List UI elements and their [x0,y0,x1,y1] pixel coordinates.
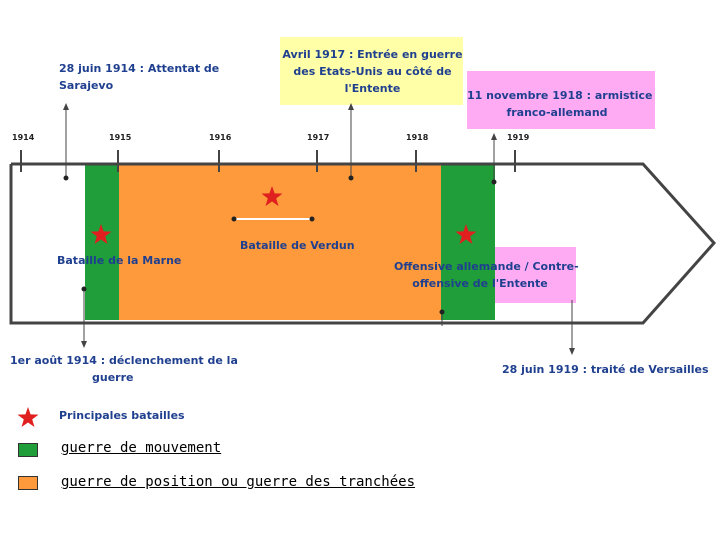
usa-entry-line-1: Avril 1917 : Entrée en guerre [282,48,463,61]
usa-entry-annotation [280,46,465,97]
offensive-line-2: offensive de l'Entente [412,277,548,290]
sarajevo-dot [64,176,69,181]
offensive-label [394,258,579,292]
armistice-annotation [467,87,653,121]
outbreak-line-1: 1er août 1914 : déclenchement de la [10,354,238,367]
sarajevo-annotation [59,60,219,94]
armistice-line-2: franco-allemand [506,106,608,119]
year-label-1915: 1915 [109,133,132,142]
outbreak-annotation [10,352,238,386]
verdun-label: Bataille de Verdun [240,239,355,252]
versailles-arrowhead [569,348,575,355]
usa-entry-dot [349,176,354,181]
movement-period-1918 [441,164,495,320]
year-label-1917: 1917 [307,133,330,142]
legend-movement-swatch [18,443,38,457]
sarajevo-line-2: Sarajevo [59,79,114,92]
armistice-line-1: 11 novembre 1918 : armistice [467,89,653,102]
year-label-1916: 1916 [209,133,232,142]
offensive-dot [440,310,445,315]
outbreak-arrowhead [81,341,87,348]
verdun-start-dot [232,217,237,222]
marne-label: Bataille de la Marne [57,254,182,267]
year-label-1919: 1919 [507,133,530,142]
armistice-dot [492,180,497,185]
sarajevo-arrowhead [63,103,69,110]
legend-position-label: guerre de position ou guerre des tranchées [61,474,416,490]
year-label-1914: 1914 [12,133,35,142]
movement-period-1914 [85,164,119,320]
sarajevo-line-1: 28 juin 1914 : Attentat de [59,62,220,75]
legend-battles-label: Principales batailles [59,409,185,422]
outbreak-line-2: guerre [92,371,134,384]
verdun-end-dot [310,217,315,222]
usa-entry-line-3: l'Entente [344,82,401,95]
usa-entry-line-2: des Etats-Unis au côté de [293,65,452,78]
year-label-1918: 1918 [406,133,429,142]
offensive-line-1: Offensive allemande / Contre- [394,260,579,273]
outbreak-dot [82,287,87,292]
legend-star-icon [18,407,39,427]
usa-entry-arrowhead [348,103,354,110]
versailles-annotation: 28 juin 1919 : traité de Versailles [502,363,709,376]
legend-movement-label: guerre de mouvement [61,440,222,456]
legend-position-swatch [18,476,38,490]
armistice-arrowhead [491,133,497,140]
